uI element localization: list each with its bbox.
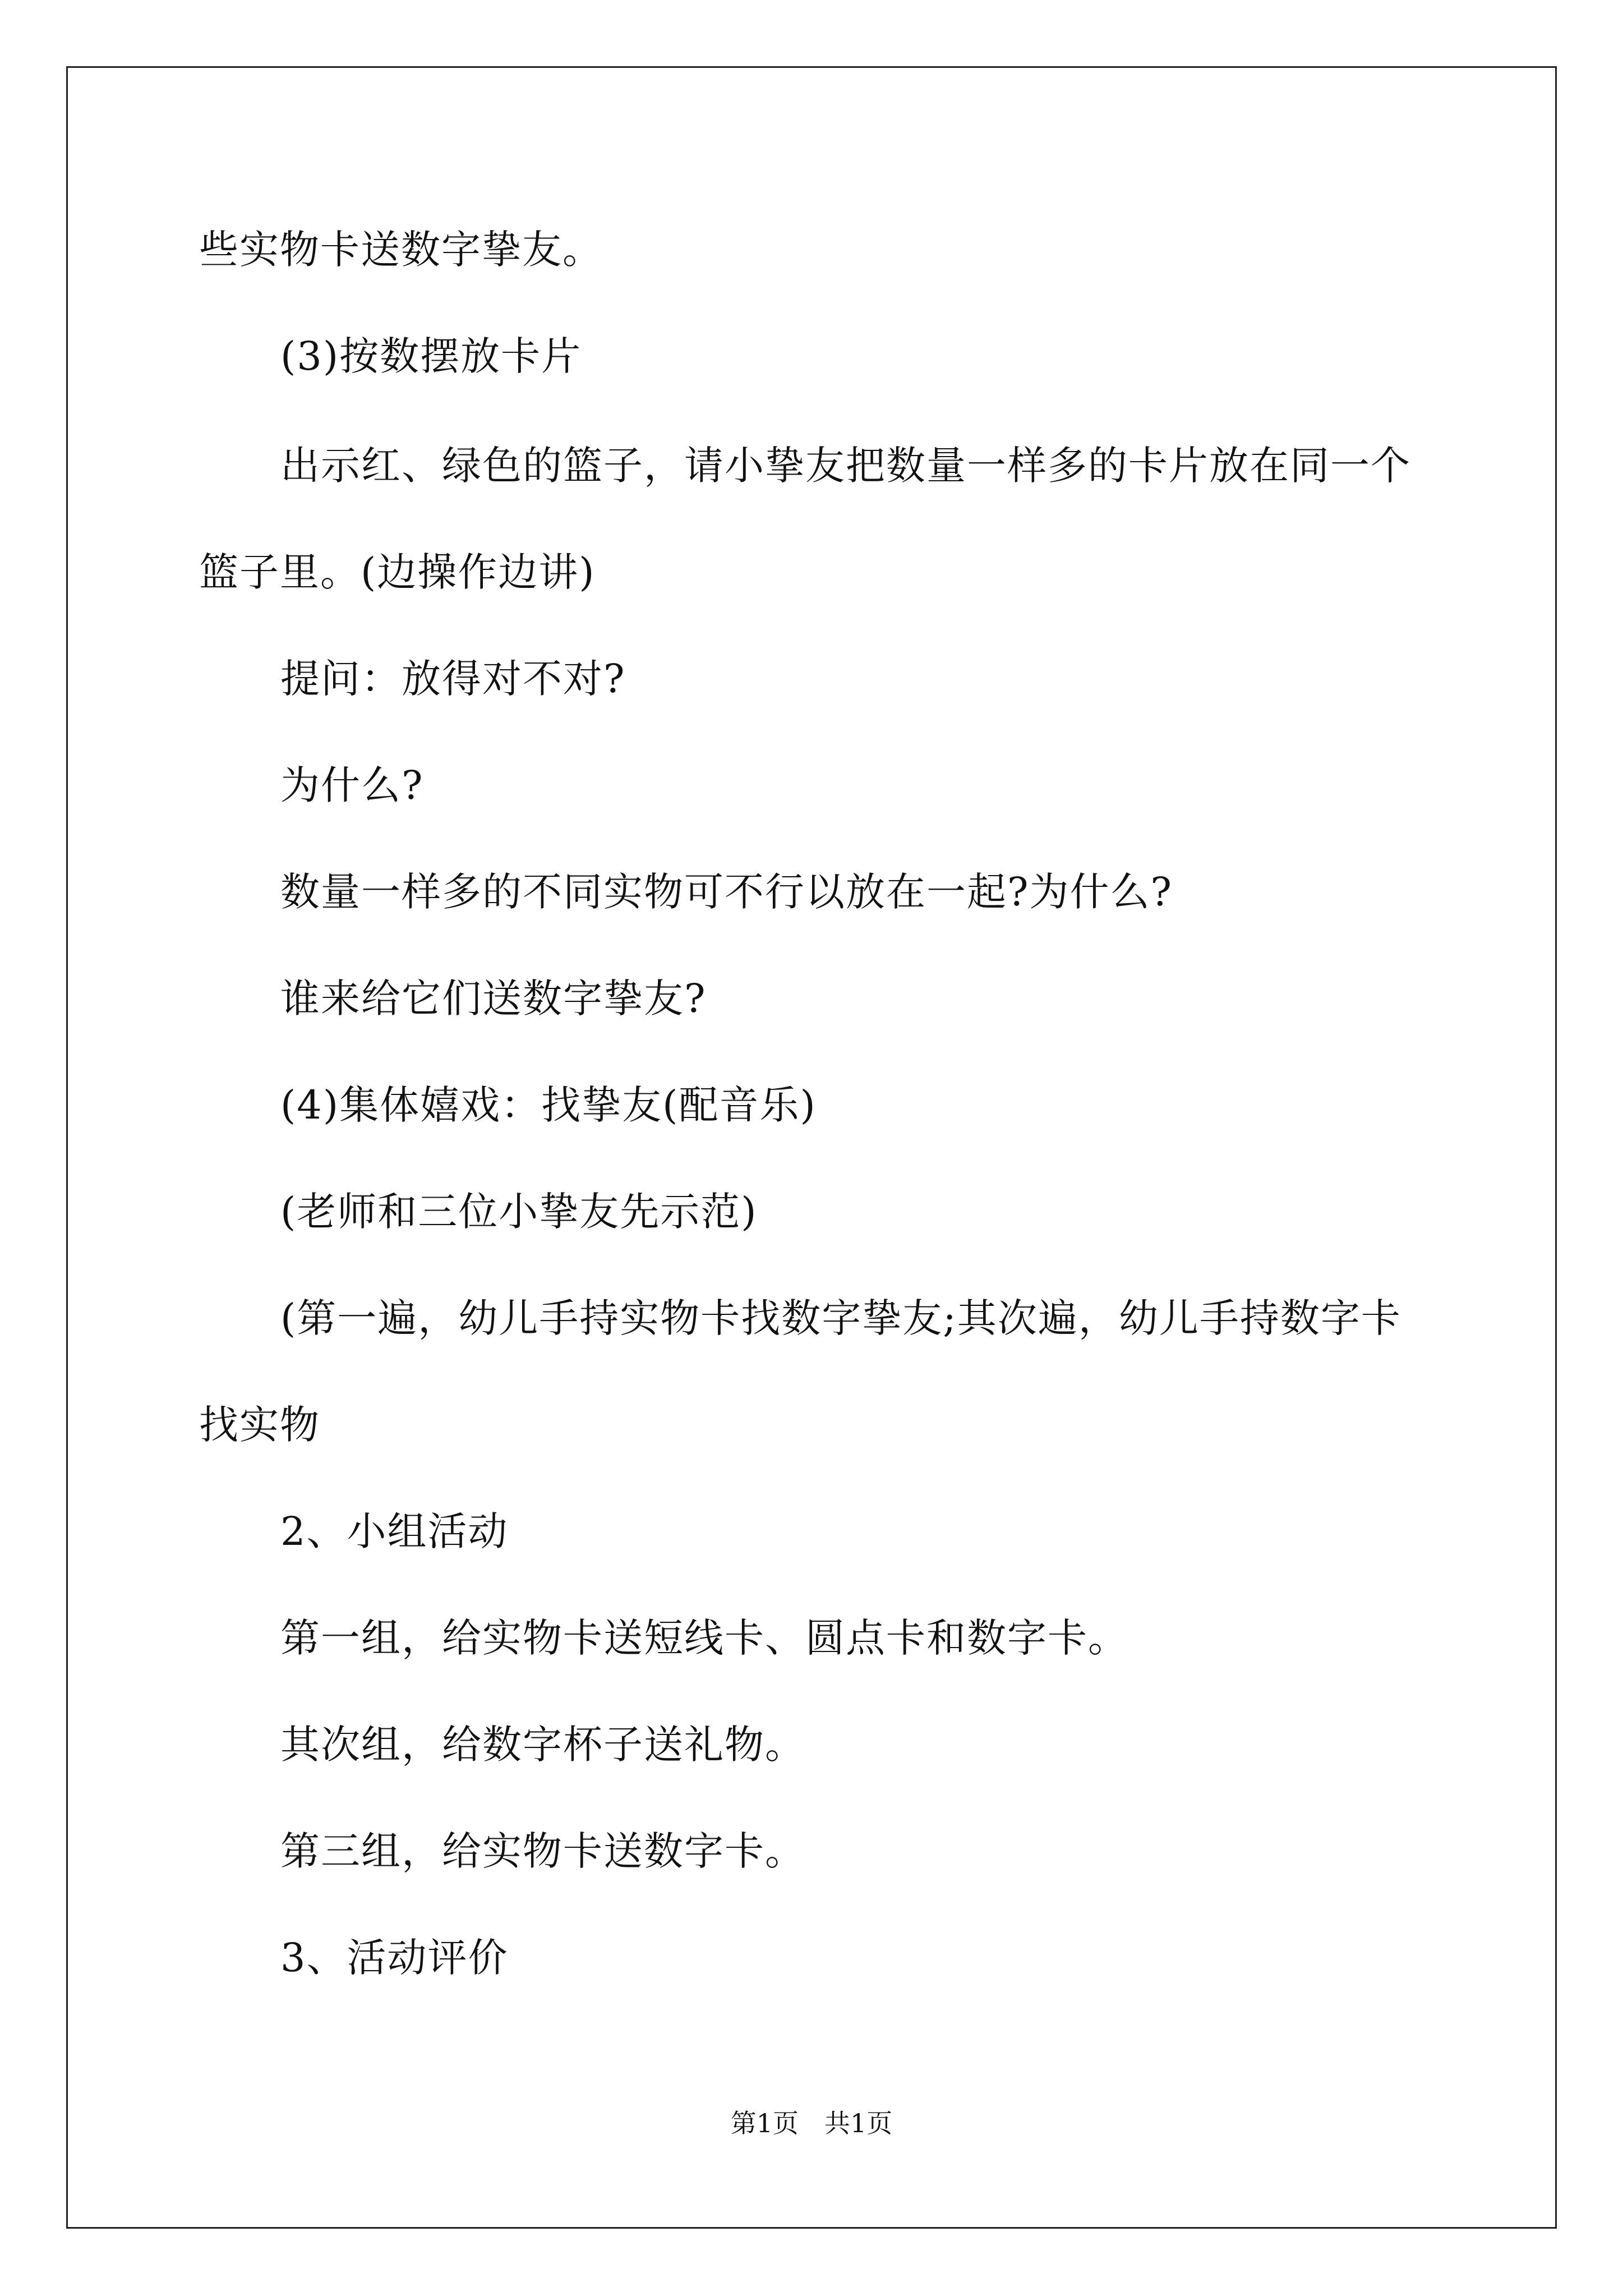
paragraph-line-14: 第一组，给实物卡送短线卡、圆点卡和数字卡。 — [280, 1615, 1128, 1661]
paragraph-line-16: 第三组，给实物卡送数字卡。 — [280, 1828, 805, 1874]
paragraph-line-8: 谁来给它们送数字挚友? — [280, 976, 707, 1022]
paragraph-line-5: 提问：放得对不对? — [280, 656, 626, 702]
paragraph-line-13: 2、小组活动 — [280, 1508, 509, 1554]
paragraph-line-11: (第一遍，幼儿手持实物卡找数字挚友;其次遍，幼儿手持数字卡 — [280, 1295, 1401, 1341]
paragraph-line-12: 找实物 — [199, 1402, 320, 1448]
paragraph-line-17: 3、活动评价 — [280, 1935, 509, 1981]
paragraph-line-10: (老师和三位小挚友先示范) — [280, 1189, 758, 1235]
paragraph-line-9: (4)集体嬉戏：找挚友(配音乐) — [280, 1082, 817, 1128]
paragraph-line-4: 篮子里。(边操作边讲) — [199, 549, 596, 595]
paragraph-line-2: (3)按数摆放卡片 — [280, 333, 582, 379]
paragraph-line-7: 数量一样多的不同实物可不行以放在一起?为什么? — [280, 869, 1173, 915]
paragraph-line-15: 其次组，给数字杯子送礼物。 — [280, 1722, 805, 1768]
page-border — [66, 66, 1557, 2229]
paragraph-line-1: 些实物卡送数字挚友。 — [199, 227, 603, 273]
paragraph-line-3: 出示红、绿色的篮子，请小挚友把数量一样多的卡片放在同一个 — [280, 443, 1411, 489]
paragraph-line-6: 为什么? — [280, 762, 424, 808]
page-number-footer: 第1页 共1页 — [730, 2108, 893, 2138]
